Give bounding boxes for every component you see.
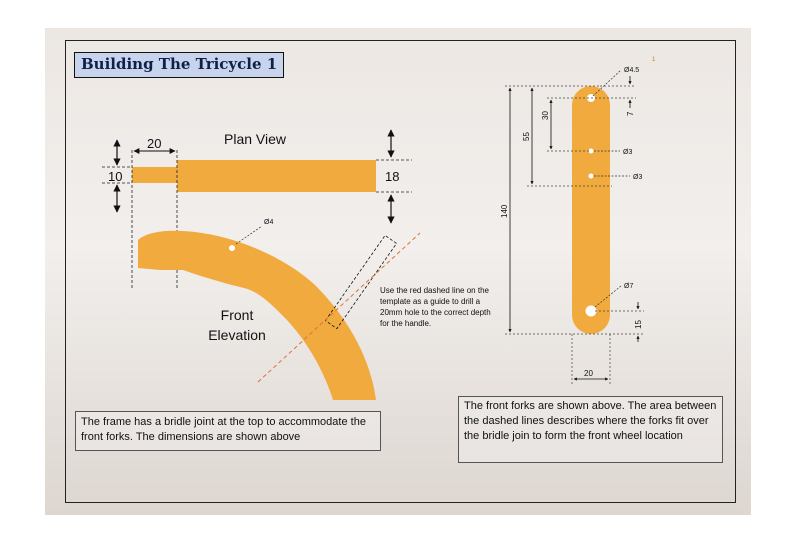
drill-note: Use the red dashed line on the template as a guide to drill a 20mm hole to the correct depth for the handle. (380, 286, 491, 328)
fork-hole-mid1-label: Ø3 (623, 149, 633, 156)
dim-7-text: 7 (626, 111, 635, 116)
dim-55-text: 55 (522, 132, 531, 141)
dim-140-text: 140 (500, 204, 509, 218)
plan-view-body (177, 160, 376, 192)
dim-18-text: 18 (385, 169, 400, 184)
frame-hole-label: Ø4 (264, 219, 274, 226)
fork-hole-bottom-label: Ø7 (624, 283, 634, 290)
dim-15-text: 15 (634, 320, 643, 329)
fork-arm (572, 86, 610, 334)
front-elevation-label (190, 305, 284, 345)
fork-hole-mid1-icon (589, 149, 594, 154)
front-elevation-label-line1: Front (220, 307, 254, 323)
corner-mark: 1 (652, 57, 656, 63)
dim-20-text: 20 (147, 136, 162, 151)
page-title: Building The Tricycle 1 (74, 52, 284, 78)
dim-10-text: 10 (108, 169, 123, 184)
fork-hole-bottom-icon (586, 306, 597, 317)
dim-20-fork-text: 20 (584, 369, 593, 378)
plan-view-label: Plan View (224, 131, 287, 147)
frame-note: The frame has a bridle joint at the top to accommodate the front forks. The dimensions are shown above (75, 411, 381, 451)
dim-30-text: 30 (541, 111, 550, 120)
fork-hole-mid2-icon (589, 174, 594, 179)
frame-hole-icon (229, 245, 235, 251)
fork-hole-mid2-label: Ø3 (633, 174, 643, 181)
fork-hole-top-label: Ø4.5 (624, 67, 640, 74)
plan-view-tenon (132, 167, 177, 183)
forks-note: The front forks are shown above. The area between the dashed lines describes where the forks fit over the bridle join to form the front wheel location (458, 396, 723, 463)
front-elevation-label-line2: Elevation (208, 327, 266, 343)
front-forks (500, 67, 644, 385)
